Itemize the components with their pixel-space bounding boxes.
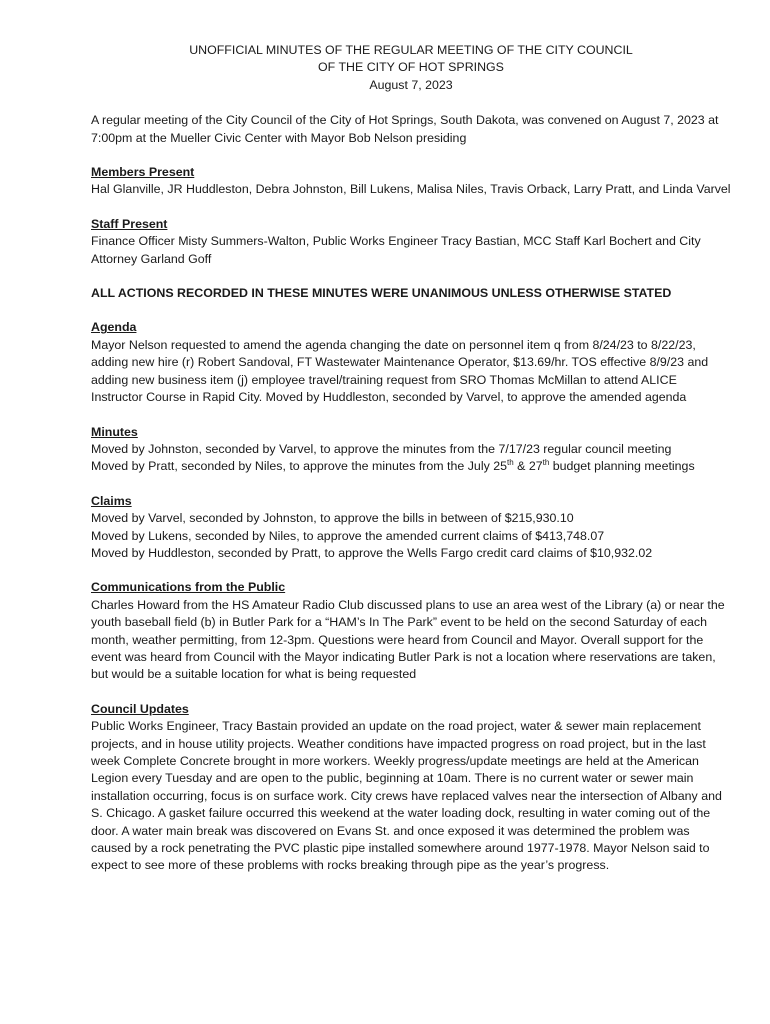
unanimous-notice: ALL ACTIONS RECORDED IN THESE MINUTES WERE UNANIMOUS UNLESS OTHERWISE STATED [91,286,672,301]
minutes-line-2-part-c: budget planning meetings [549,459,695,474]
minutes-heading: Minutes [91,424,138,439]
claims-line-3: Moved by Huddleston, seconded by Pratt, to approve the Wells Fargo credit card claims of $10,932.02 [91,545,653,560]
claims-line-1: Moved by Varvel, seconded by Johnston, to approve the bills in between of $215,930.10 [91,511,574,526]
minutes-line-2-part-b: & 27 [513,459,543,474]
claims-section [91,493,731,563]
council-updates-paragraph: Public Works Engineer, Tracy Bastain provided an update on the road project, water & sewer main replacement projects, and in house utility projects. Weather conditions have impacted progress on road project, but in the last week Complete Concrete brought in more workers. Weekly progress/update meetings are held at the American Legion every Tuesday and are open to the public, beginning at 10am. There is no current water or sewer main installation occurring, focus is on surface work. City crews have replaced valves near the intersection of Albany and S. Chicago. A gasket failure occurred this weekend at the water loading dock, resulting in water coming out of the door. A water main break was discovered on Evans St. and once exposed it was determined the problem was caused by a rock penetrating the PVC plastic pipe installed somewhere around 1977-1978. Mayor Nelson said to expect to see more of these problems with rocks breaking through pipe as the year’s progress. [91,719,722,873]
claims-line-2: Moved by Lukens, seconded by Niles, to approve the amended current claims of $413,748.07 [91,528,605,543]
minutes-section [91,424,731,476]
document-header [91,42,731,94]
council-updates-heading: Council Updates [91,701,189,716]
title-line-1: UNOFFICIAL MINUTES OF THE REGULAR MEETING OF THE CITY COUNCIL [189,43,633,57]
title-line-2: OF THE CITY OF HOT SPRINGS [318,60,504,75]
agenda-section [91,319,731,406]
members-heading: Members Present [91,165,195,180]
minutes-line-1: Moved by Johnston, seconded by Varvel, to approve the minutes from the 7/17/23 regular council meeting [91,441,672,456]
communications-heading: Communications from the Public [91,580,286,595]
ordinal-suffix-2: th [542,458,550,468]
meeting-date: August 7, 2023 [369,77,453,92]
members-section [91,164,731,199]
intro-section [91,112,731,147]
minutes-line-2 [91,458,731,475]
staff-section [91,216,731,268]
council-updates-section [91,701,731,875]
staff-heading: Staff Present [91,216,168,231]
staff-list: Finance Officer Misty Summers-Walton, Public Works Engineer Tracy Bastian, MCC Staff Karl Bochert and City Attorney Garland Goff [91,234,701,266]
intro-paragraph: A regular meeting of the City Council of the City of Hot Springs, South Dakota, was convened on August 7, 2023 at 7:00pm at the Mueller Civic Center with Mayor Bob Nelson presiding [91,113,719,145]
communications-section [91,579,731,683]
claims-heading: Claims [91,493,132,508]
minutes-line-2-part-a: Moved by Pratt, seconded by Niles, to approve the minutes from the July 25 [91,459,507,474]
ordinal-suffix-1: th [507,458,514,468]
agenda-heading: Agenda [91,320,137,335]
communications-paragraph: Charles Howard from the HS Amateur Radio Club discussed plans to use an area west of the Library (a) or near the youth baseball field (b) in Butler Park for a “HAM’s In The Park” event to be held on the second Saturday of each month, weather permitting, from 12-3pm. Questions were heard from Council and Mayor. Overall support for the event was heard from Council with the Mayor indicating Butler Park is not a location where reservations are taken, but would be a suitable location for what is being requested [91,597,725,682]
agenda-paragraph: Mayor Nelson requested to amend the agenda changing the date on personnel item q from 8/24/23 to 8/22/23, adding new hire (r) Robert Sandoval, FT Wastewater Maintenance Operator, $13.69/hr. TOS effective 8/9/23 and adding new business item (j) employee travel/training request from SRO Thomas McMillan to attend ALICE Instructor Course in Rapid City. Moved by Huddleston, seconded by Varvel, to approve the amended agenda [91,337,709,405]
minutes-document [91,42,731,892]
members-list: Hal Glanville, JR Huddleston, Debra Johnston, Bill Lukens, Malisa Niles, Travis Orback, Larry Pratt, and Linda Varvel [91,182,731,197]
